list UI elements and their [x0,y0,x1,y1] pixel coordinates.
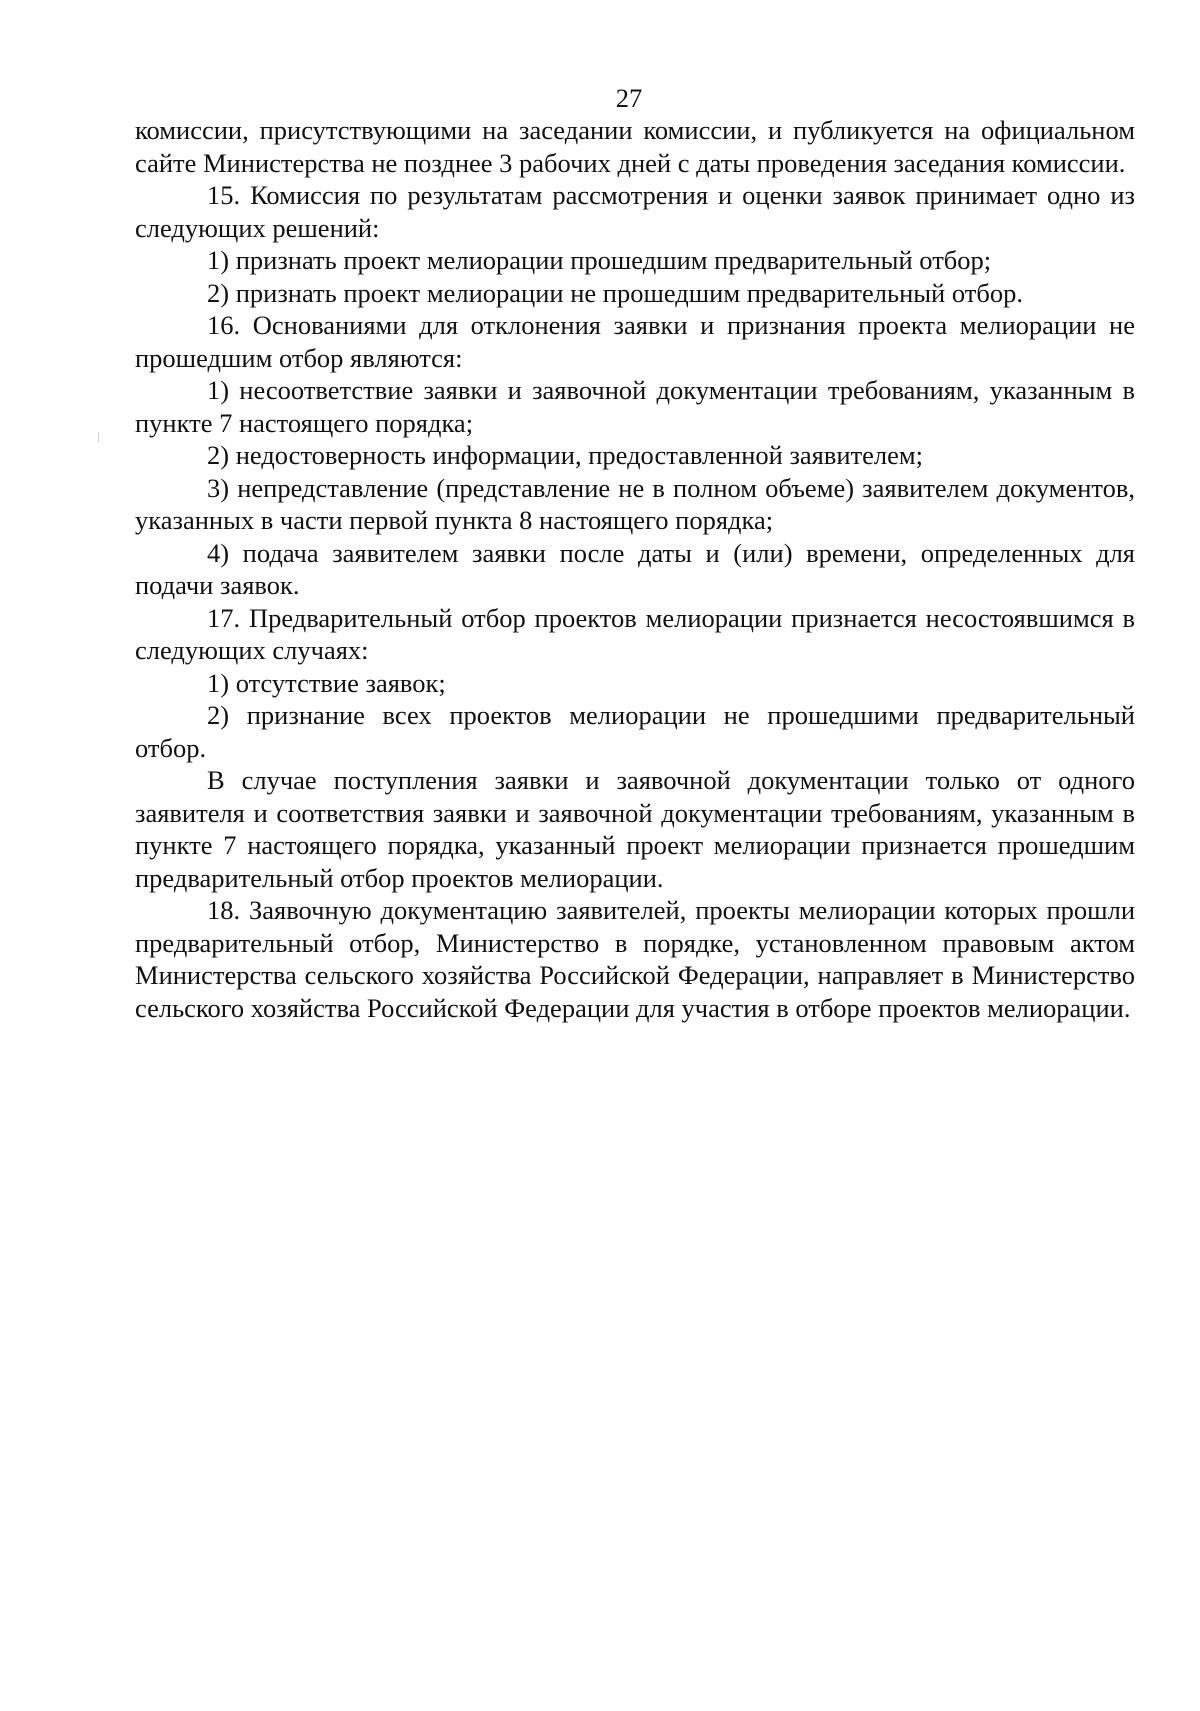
paragraph-single-applicant: В случае поступления заявки и заявочной документации только от одного заявителя и соответствия заявки и заявочной документации требованиям, указанным в пункте 7 настоящего порядка, указанный проект мелиорации признается прошедшим предварительный отбор проектов мелиорации. [135,765,1135,893]
paragraph-item-16-1: 1) несоответствие заявки и заявочной документации требованиям, указанным в пункте 7 настоящего порядка; [135,375,1135,438]
paragraph-item-15-1: 1) признать проект мелиорации прошедшим предварительный отбор; [207,245,992,275]
paragraph-item-15: 15. Комиссия по результатам рассмотрения и оценки заявок принимает одно из следующих решений: [135,180,1135,243]
paragraph-continuation: комиссии, присутствующими на заседании комиссии, и публикуется на официальном сайте Министерства не позднее 3 рабочих дней с даты проведения заседания комиссии. [135,115,1135,178]
paragraph-item-16-3: 3) непредставление (представление не в полном объеме) заявителем документов, указанных в части первой пункта 8 настоящего порядка; [135,472,1135,535]
page-number: 27 [615,83,643,113]
paragraph-item-17-2: 2) признание всех проектов мелиорации не прошедшими предварительный отбор. [135,700,1135,763]
paragraph-item-17-1: 1) отсутствие заявок; [207,667,446,698]
paragraph-item-17: 17. Предварительный отбор проектов мелиорации признается несостоявшимся в следующих случаях: [135,602,1135,665]
scan-margin-mark [98,432,99,442]
paragraph-item-15-2: 2) признать проект мелиорации не прошедшим предварительный отбор. [207,277,1023,308]
paragraph-item-18: 18. Заявочную документацию заявителей, проекты мелиорации которых прошли предварительный отбор, Министерство в порядке, установленном правовым актом Министерства сельского хозяйства Российской Федерации, направляет в Министерство сельского хозяйства Российской Федерации для участия в отборе проектов мелиорации. [135,895,1135,1023]
paragraph-item-16-4: 4) подача заявителем заявки после даты и (или) времени, определенных для подачи заявок. [135,537,1135,600]
paragraph-item-16: 16. Основаниями для отклонения заявки и признания проекта мелиорации не прошедшим отбор являются: [135,310,1135,373]
paragraph-item-16-2: 2) недостоверность информации, предоставленной заявителем; [207,440,924,470]
document-body [135,114,1135,1024]
